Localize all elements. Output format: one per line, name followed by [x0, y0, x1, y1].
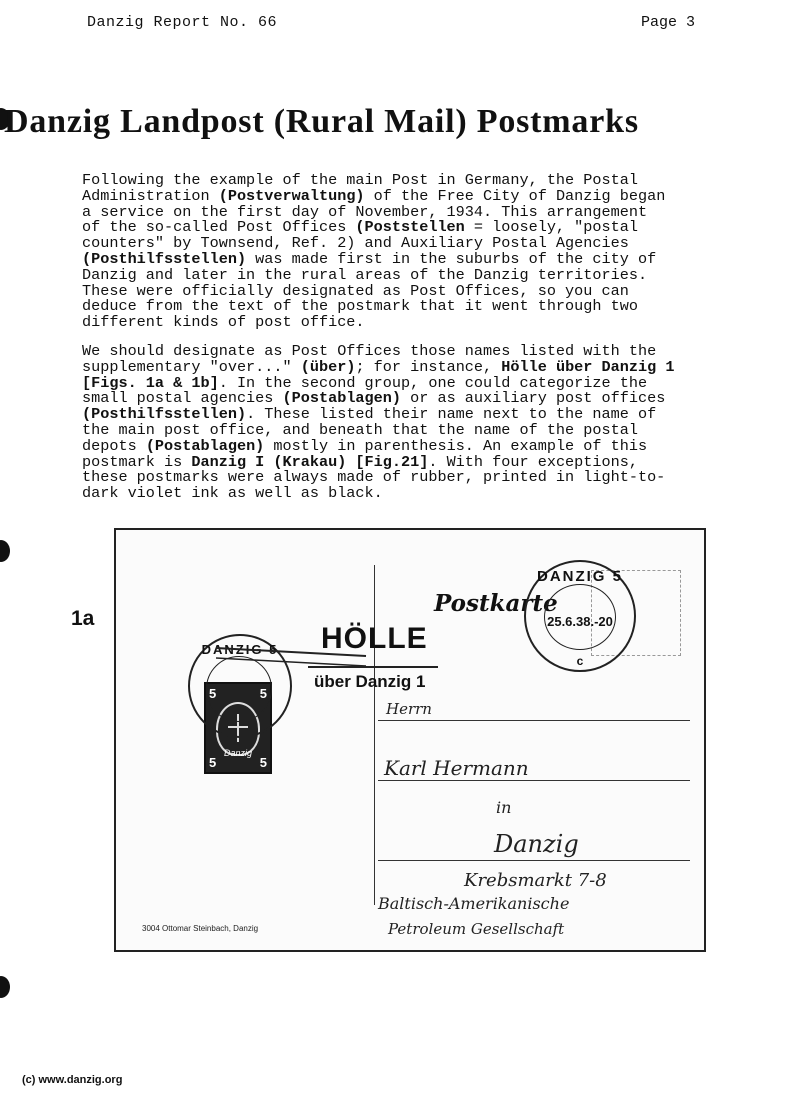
cancel-right-rim: DANZIG 5	[536, 568, 623, 585]
address-company-line-2: Petroleum Gesellschaft	[388, 920, 565, 938]
postcard-image	[114, 528, 706, 952]
copyright-footer: (c) www.danzig.org	[22, 1074, 123, 1086]
town-name-stamp: HÖLLE	[321, 622, 428, 655]
card-publisher-imprint: 3004 Ottomar Steinbach, Danzig	[142, 924, 259, 933]
paragraph2-run-2: ; for instance,	[355, 357, 502, 376]
paragraph1-run-1: (Postverwaltung)	[218, 186, 365, 205]
page-number: Page 3	[641, 14, 696, 31]
stamp-value-top-left: 5	[209, 686, 217, 701]
figure-label: 1a	[71, 607, 95, 630]
address-name: Karl Hermann	[384, 756, 529, 780]
page-title: Danzig Landpost (Rural Mail) Postmarks	[4, 103, 639, 140]
paragraph2-run-10: mostly in parenthesis. An example of this postmark is	[82, 436, 648, 471]
paragraph2-run-0: We should designate as Post Offices those names listed with the supplementary "over..."	[82, 342, 657, 376]
via-office-stamp: über Danzig 1	[314, 672, 426, 691]
paragraph1-run-2: of the Free City of Danzig began a service on the first day of November, 1934. This arrangement of the so-called Post Offices	[82, 186, 666, 237]
address-street: Krebsmarkt 7-8	[464, 870, 607, 891]
address-city: Danzig	[494, 830, 579, 858]
address-salutation: Herrn	[386, 700, 432, 718]
address-line-2	[378, 780, 690, 781]
address-line-3	[378, 860, 690, 861]
postkarte-heading: Postkarte	[434, 590, 558, 617]
cancel-left-rim: DANZIG 5	[201, 642, 279, 657]
paragraph2-run-12: . With four exceptions, these postmarks were always made of rubber, printed in light-to- dark violet ink as well as black.	[82, 452, 666, 503]
paragraph2-run-1: (über)	[300, 357, 356, 376]
cancel-mark-right	[524, 560, 636, 672]
stamp-value-bottom-right: 5	[259, 755, 267, 770]
paragraph1-run-3: (Poststellen	[355, 218, 465, 237]
paragraph2-run-7: (Posthilfsstellen)	[82, 405, 247, 424]
address-in: in	[496, 798, 512, 817]
paragraph2-run-4: . In the second group, one could categorize the small postal agencies	[82, 373, 648, 408]
binder-hole-middle	[0, 540, 10, 562]
cancel-right-date: 25.6.38.-20	[547, 614, 613, 629]
cancel-right-letter: c	[576, 654, 584, 668]
address-company-line-1: Baltisch-Amerikanische	[378, 894, 570, 913]
paragraph2-run-11: Danzig I (Krakau) [Fig.21]	[191, 452, 429, 471]
binder-hole-bottom	[0, 976, 10, 998]
paragraph1-run-4: = loosely, "postal counters" by Townsend, Ref. 2) and Auxiliary Postal Agencies	[82, 218, 638, 253]
paragraph2-run-9: (Postablagen)	[145, 436, 265, 455]
stamp-country: Danzig	[223, 748, 252, 758]
paragraph2-run-6: or as auxiliary post offices	[410, 389, 666, 408]
paragraph1-run-5: (Posthilfsstellen)	[82, 249, 247, 268]
paragraph1-run-6: was made first in the suburbs of the city of Danzig and later in the rural areas of the Danzig territories. These were officially designated as Post Offices, so you can deduce from the text of the postmark that it went through two different kinds of post office.	[82, 249, 657, 332]
town-stamp-underline	[308, 666, 438, 668]
stamp-value-top-right: 5	[259, 686, 267, 701]
address-line-1	[378, 720, 690, 721]
stamp-value-bottom-left: 5	[209, 755, 217, 770]
paragraph-2	[82, 344, 742, 502]
paragraph2-run-5: (Postablagen)	[282, 389, 401, 408]
paragraph2-run-8: . These listed their name next to the name of the main post office, and beneath that the name of the postal depots	[82, 405, 657, 455]
paragraph-1	[82, 173, 742, 331]
report-header: Danzig Report No. 66	[87, 14, 278, 31]
paragraph1-run-0: Following the example of the main Post in Germany, the Postal Administration	[82, 171, 638, 205]
card-divider	[374, 565, 375, 905]
paragraph2-run-3: Hölle über Danzig 1 [Figs. 1a & 1b]	[82, 357, 675, 392]
